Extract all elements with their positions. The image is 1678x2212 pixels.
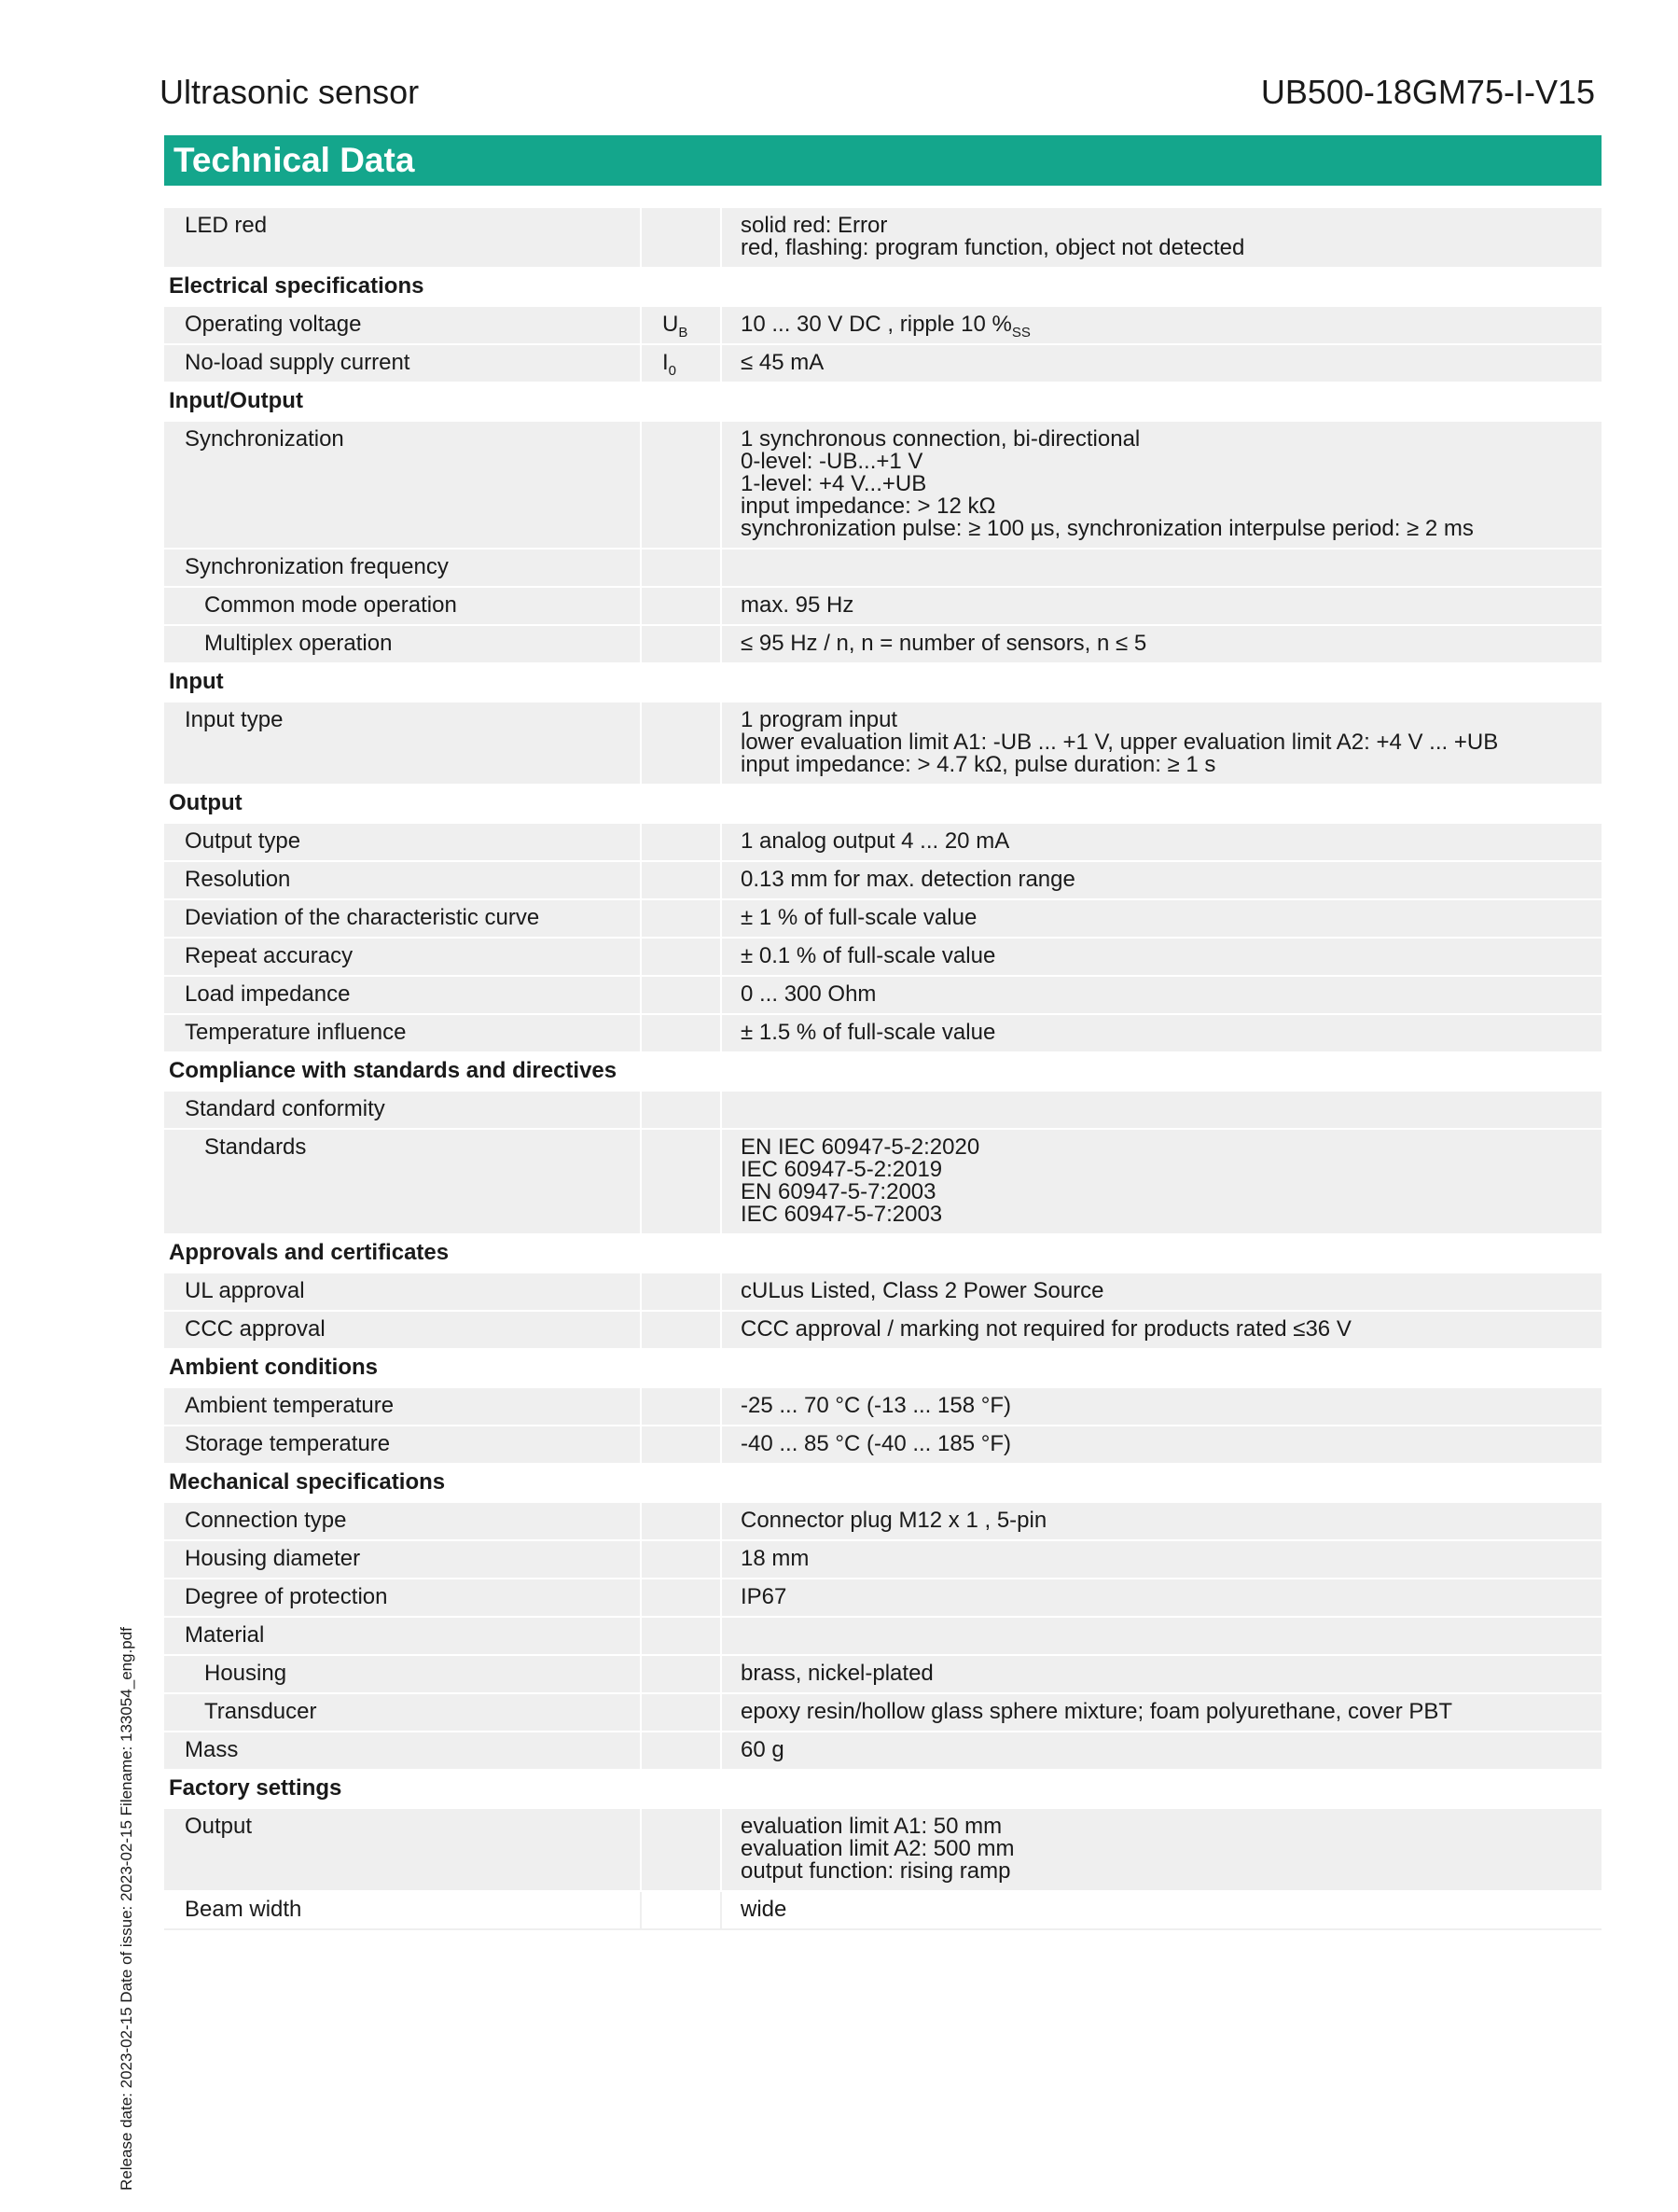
section-heading: Factory settings xyxy=(169,1775,342,1801)
section-heading: Mechanical specifications xyxy=(169,1469,446,1495)
spec-value xyxy=(722,1312,1602,1348)
spec-row xyxy=(164,1694,1602,1732)
spec-symbol xyxy=(642,1892,722,1928)
spec-symbol xyxy=(642,1015,722,1051)
spec-symbol xyxy=(642,1092,722,1128)
spec-label: Degree of protection xyxy=(164,1579,642,1616)
spec-row xyxy=(164,550,1602,588)
spec-value-line xyxy=(741,1098,1602,1120)
spec-label: Storage temperature xyxy=(164,1426,642,1463)
section-heading: Electrical specifications xyxy=(169,273,424,299)
spec-value-line: 0-level: -UB...+1 V xyxy=(741,449,923,474)
spec-row xyxy=(164,1388,1602,1426)
spec-label: Output xyxy=(164,1809,642,1890)
spec-row xyxy=(164,1892,1602,1930)
spec-value-line: 60 g xyxy=(741,1737,784,1762)
spec-value-line: evaluation limit A2: 500 mm xyxy=(741,1836,1015,1861)
spec-value-line: 18 mm xyxy=(741,1546,810,1571)
spec-value xyxy=(722,824,1602,860)
spec-value xyxy=(722,1732,1602,1769)
symbol-text: I xyxy=(662,350,669,375)
spec-row xyxy=(164,307,1602,345)
section-heading: Input/Output xyxy=(169,388,303,413)
spec-label: Housing xyxy=(164,1656,642,1692)
spec-value-line: evaluation limit A1: 50 mm xyxy=(741,1814,1003,1839)
spec-value-line: 1 analog output 4 ... 20 mA xyxy=(741,828,1010,854)
spec-symbol xyxy=(642,422,722,548)
value-subscript: SS xyxy=(1011,324,1031,341)
spec-label: CCC approval xyxy=(164,1312,642,1348)
spec-row xyxy=(164,824,1602,862)
spec-value-line: 0 ... 300 Ohm xyxy=(741,981,877,1007)
spec-value xyxy=(722,208,1602,267)
spec-value-line: -25 ... 70 °C (-13 ... 158 °F) xyxy=(741,1393,1011,1418)
spec-value xyxy=(722,1388,1602,1425)
spec-symbol xyxy=(642,1618,722,1654)
spec-label: Transducer xyxy=(164,1694,642,1731)
spec-symbol xyxy=(642,345,722,382)
spec-value xyxy=(722,1892,1602,1928)
spec-symbol xyxy=(642,307,722,343)
section-heading: Approvals and certificates xyxy=(169,1240,450,1265)
spec-label: Synchronization frequency xyxy=(164,550,642,586)
banner-title: Technical Data xyxy=(173,141,415,179)
section-heading-row xyxy=(164,786,1602,824)
technical-data-banner xyxy=(164,135,1602,186)
spec-row xyxy=(164,1092,1602,1130)
spec-value-line: Connector plug M12 x 1 , 5-pin xyxy=(741,1508,1047,1533)
spec-symbol xyxy=(642,703,722,784)
spec-symbol xyxy=(642,1656,722,1692)
spec-symbol xyxy=(642,550,722,586)
spec-symbol xyxy=(642,1388,722,1425)
spec-row xyxy=(164,900,1602,939)
spec-value-line: 1-level: +4 V...+UB xyxy=(741,471,927,496)
spec-value-line: IEC 60947-5-2:2019 xyxy=(741,1157,943,1182)
spec-label: Standard conformity xyxy=(164,1092,642,1128)
spec-value-line: IEC 60947-5-7:2003 xyxy=(741,1202,943,1227)
spec-value-line: 1 program input xyxy=(741,707,898,732)
section-heading-row xyxy=(164,383,1602,422)
spec-value-line: cULus Listed, Class 2 Power Source xyxy=(741,1278,1104,1303)
spec-value-line: CCC approval / marking not required for products rated ≤36 V xyxy=(741,1316,1352,1342)
section-heading-row xyxy=(164,664,1602,703)
spec-label: Temperature influence xyxy=(164,1015,642,1051)
spec-symbol xyxy=(642,1809,722,1890)
spec-row xyxy=(164,345,1602,383)
spec-symbol xyxy=(642,208,722,267)
spec-label: No-load supply current xyxy=(164,345,642,382)
spec-value-line: lower evaluation limit A1: -UB ... +1 V, upper evaluation limit A2: +4 V ... +UB xyxy=(741,730,1499,755)
spec-value xyxy=(722,588,1602,624)
spec-value-line: epoxy resin/hollow glass sphere mixture; foam polyurethane, cover PBT xyxy=(741,1699,1453,1724)
spec-label: Deviation of the characteristic curve xyxy=(164,900,642,937)
spec-value-line: red, flashing: program function, object not detected xyxy=(741,235,1245,260)
spec-symbol xyxy=(642,1541,722,1578)
spec-label: Load impedance xyxy=(164,977,642,1013)
spec-value-line: ± 1 % of full-scale value xyxy=(741,905,978,930)
spec-symbol xyxy=(642,862,722,898)
spec-value-line: max. 95 Hz xyxy=(741,592,854,618)
spec-symbol xyxy=(642,1273,722,1310)
spec-row xyxy=(164,1618,1602,1656)
section-heading-row xyxy=(164,1350,1602,1388)
spec-value-line xyxy=(741,1624,1602,1647)
section-heading-row xyxy=(164,269,1602,307)
spec-value-line: input impedance: > 12 kΩ xyxy=(741,494,996,519)
spec-value xyxy=(722,1694,1602,1731)
spec-value-line: solid red: Error xyxy=(741,213,888,238)
spec-value xyxy=(722,1618,1602,1654)
spec-symbol xyxy=(642,824,722,860)
spec-value-line: ± 1.5 % of full-scale value xyxy=(741,1020,996,1045)
spec-table xyxy=(164,208,1602,1930)
spec-value xyxy=(722,1809,1602,1890)
spec-value-line: 10 ... 30 V DC , ripple 10 $\%_{SS}$ xyxy=(741,312,1031,341)
spec-value xyxy=(722,1503,1602,1539)
spec-value-line: EN 60947-5-7:2003 xyxy=(741,1179,936,1204)
spec-symbol xyxy=(642,1732,722,1769)
symbol-subscript: B xyxy=(678,324,688,341)
release-note: Release date: 2023-02-15 Date of issue: 2023-02-15 Filename: 133054_eng.pdf xyxy=(118,1627,135,2191)
spec-label: Common mode operation xyxy=(164,588,642,624)
spec-value xyxy=(722,900,1602,937)
spec-value xyxy=(722,345,1602,382)
symbol-text: U xyxy=(662,312,679,337)
section-heading-row xyxy=(164,1465,1602,1503)
spec-row xyxy=(164,1809,1602,1892)
spec-row xyxy=(164,862,1602,900)
spec-row xyxy=(164,1541,1602,1579)
spec-label: Material xyxy=(164,1618,642,1654)
spec-row xyxy=(164,1273,1602,1312)
spec-value xyxy=(722,977,1602,1013)
spec-value xyxy=(722,1015,1602,1051)
section-heading: Compliance with standards and directives xyxy=(169,1058,617,1083)
spec-value-line: IP67 xyxy=(741,1584,787,1609)
spec-row xyxy=(164,208,1602,269)
spec-value-line: brass, nickel-plated xyxy=(741,1661,934,1686)
spec-value xyxy=(722,862,1602,898)
spec-label: Resolution xyxy=(164,862,642,898)
spec-row xyxy=(164,588,1602,626)
spec-row xyxy=(164,977,1602,1015)
spec-value xyxy=(722,626,1602,662)
spec-value-line: output function: rising ramp xyxy=(741,1858,1011,1884)
spec-label: Housing diameter xyxy=(164,1541,642,1578)
spec-symbol xyxy=(642,939,722,975)
spec-value xyxy=(722,1656,1602,1692)
spec-row xyxy=(164,1503,1602,1541)
spec-value xyxy=(722,550,1602,586)
spec-symbol xyxy=(642,588,722,624)
spec-label: Input type xyxy=(164,703,642,784)
symbol-subscript: 0 xyxy=(668,362,677,379)
spec-row xyxy=(164,1312,1602,1350)
model-number: UB500-18GM75-I-V15 xyxy=(1260,73,1595,111)
spec-row xyxy=(164,1579,1602,1618)
spec-label: Ambient temperature xyxy=(164,1388,642,1425)
spec-row xyxy=(164,939,1602,977)
spec-row xyxy=(164,1015,1602,1053)
spec-label: Output type xyxy=(164,824,642,860)
spec-row xyxy=(164,1656,1602,1694)
spec-value-line: EN IEC 60947-5-2:2020 xyxy=(741,1134,980,1160)
product-type: Ultrasonic sensor xyxy=(159,73,420,111)
spec-symbol xyxy=(642,1579,722,1616)
spec-value-line: ± 0.1 % of full-scale value xyxy=(741,943,996,968)
spec-row xyxy=(164,422,1602,550)
spec-symbol xyxy=(642,1503,722,1539)
spec-row xyxy=(164,1130,1602,1235)
section-heading: Output xyxy=(169,790,243,815)
spec-label: Multiplex operation xyxy=(164,626,642,662)
spec-row xyxy=(164,703,1602,786)
spec-label: Operating voltage xyxy=(164,307,642,343)
spec-label: Connection type xyxy=(164,1503,642,1539)
spec-symbol xyxy=(642,1426,722,1463)
section-heading-row xyxy=(164,1235,1602,1273)
spec-label: Mass xyxy=(164,1732,642,1769)
spec-value-line: -40 ... 85 °C (-40 ... 185 °F) xyxy=(741,1431,1011,1456)
spec-row xyxy=(164,1426,1602,1465)
spec-label: Standards xyxy=(164,1130,642,1233)
spec-symbol xyxy=(642,1694,722,1731)
spec-label: UL approval xyxy=(164,1273,642,1310)
spec-value xyxy=(722,422,1602,548)
spec-value xyxy=(722,1426,1602,1463)
spec-value-line xyxy=(741,556,1602,578)
section-heading-row xyxy=(164,1053,1602,1092)
spec-symbol xyxy=(642,1312,722,1348)
spec-symbol xyxy=(642,977,722,1013)
spec-value-line: 0.13 mm for max. detection range xyxy=(741,867,1075,892)
spec-label: LED red xyxy=(164,208,642,267)
section-heading: Input xyxy=(169,669,224,694)
spec-value-line: synchronization pulse: ≥ 100 µs, synchronization interpulse period: ≥ 2 ms xyxy=(741,516,1474,541)
spec-symbol xyxy=(642,900,722,937)
spec-row xyxy=(164,626,1602,664)
spec-value xyxy=(722,1273,1602,1310)
spec-value-line: ≤ 95 Hz / n, n = number of sensors, n ≤ 5 xyxy=(741,631,1147,656)
spec-label: Beam width xyxy=(164,1892,642,1928)
spec-value xyxy=(722,1579,1602,1616)
spec-value xyxy=(722,703,1602,784)
spec-value xyxy=(722,939,1602,975)
spec-value xyxy=(722,307,1602,343)
spec-value-line: 1 synchronous connection, bi-directional xyxy=(741,426,1141,452)
spec-symbol xyxy=(642,1130,722,1233)
section-heading: Ambient conditions xyxy=(169,1355,378,1380)
spec-label: Repeat accuracy xyxy=(164,939,642,975)
spec-symbol xyxy=(642,626,722,662)
spec-row xyxy=(164,1732,1602,1771)
spec-value-line: ≤ 45 mA xyxy=(741,350,825,375)
spec-value xyxy=(722,1541,1602,1578)
section-heading-row xyxy=(164,1771,1602,1809)
spec-value xyxy=(722,1130,1602,1233)
spec-label: Synchronization xyxy=(164,422,642,548)
spec-value-line: input impedance: > 4.7 kΩ, pulse duration: ≥ 1 s xyxy=(741,752,1216,777)
spec-value-line: wide xyxy=(741,1897,787,1922)
spec-value xyxy=(722,1092,1602,1128)
